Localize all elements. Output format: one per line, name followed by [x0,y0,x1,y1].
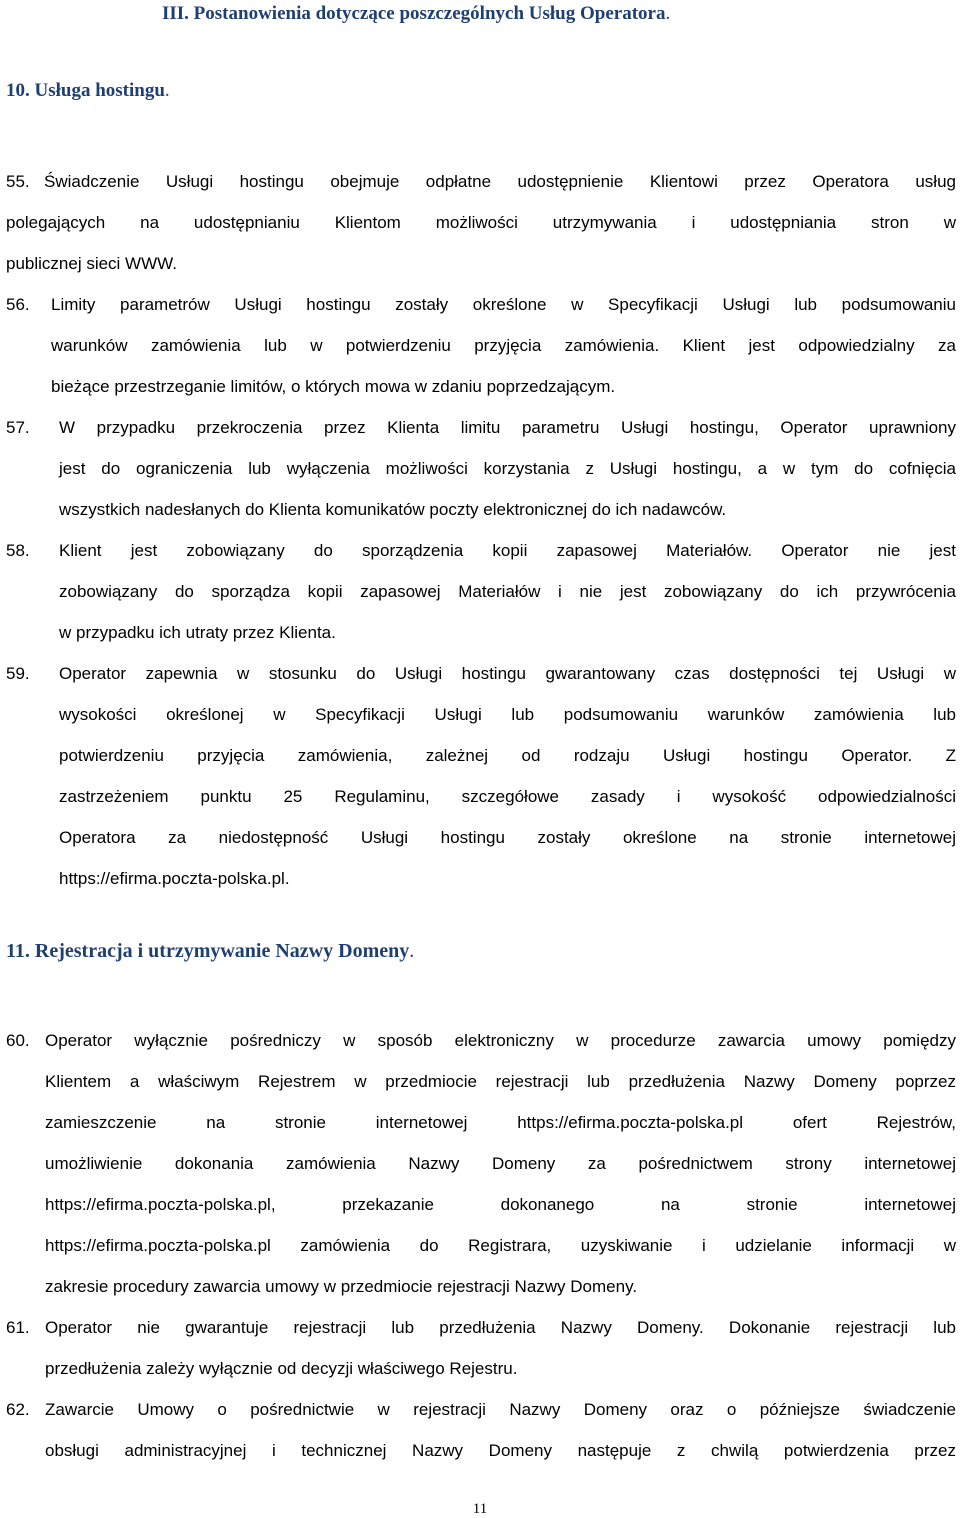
paragraph-59-line: https://efirma.poczta-polska.pl. [59,869,290,888]
paragraph-59-line: Operator zapewnia w stosunku do Usługi hostingu gwarantowany czas dostępności tej Usługi w [59,664,956,683]
paragraph-61-text [45,1307,956,1389]
paragraph-60-number: 60. [6,1031,30,1050]
paragraph-58-line: w przypadku ich utraty przez Klienta. [59,623,336,642]
paragraph-57-line: jest do ograniczenia lub wyłączenia możliwości korzystania z Usługi hostingu, a w tym do cofnięcia [59,459,956,478]
paragraph-59-text [59,653,956,899]
paragraph-59-number: 59. [6,664,30,683]
page-number: 11 [472,1501,488,1517]
paragraph-58-line: zobowiązany do sporządza kopii zapasowej Materiałów i nie jest zobowiązany do ich przywrócenia [59,582,956,601]
paragraph-62-line: obsługi administracyjnej i technicznej Nazwy Domeny następuje z chwilą potwierdzenia przez [45,1441,956,1460]
paragraph-56-text [51,284,956,407]
paragraph-57-line: W przypadku przekroczenia przez Klienta limitu parametru Usługi hostingu, Operator uprawniony [59,418,956,437]
paragraph-55 [6,161,956,284]
paragraph-60-line: zakresie procedury zawarcia umowy w przedmiocie rejestracji Nazwy Domeny. [45,1277,638,1296]
paragraph-58-number: 58. [6,541,30,560]
paragraph-60-text [45,1020,956,1307]
paragraph-55-line: Świadczenie Usługi hostingu obejmuje odpłatne udostępnienie Klientowi przez Operatora usług [44,172,956,191]
paragraph-56 [6,284,956,407]
paragraph-56-line: warunków zamówienia lub w potwierdzeniu przyjęcia zamówienia. Klient jest odpowiedzialny za [51,336,956,355]
paragraph-56-line: bieżące przestrzeganie limitów, o których mowa w zdaniu poprzedzającym. [51,377,616,396]
paragraph-57-text [59,407,956,530]
paragraph-55-number: 55. [6,172,30,191]
paragraph-58-line: Klient jest zobowiązany do sporządzenia kopii zapasowej Materiałów. Operator nie jest [59,541,956,560]
paragraph-61 [6,1307,956,1389]
paragraph-62 [6,1389,956,1471]
paragraph-59-line: zastrzeżeniem punktu 25 Regulaminu, szczegółowe zasady i wysokość odpowiedzialności [59,787,956,806]
paragraph-60 [6,1020,956,1307]
paragraph-58-text [59,530,956,653]
section-heading-11-dot: . [409,940,415,962]
section-heading-11-title: 11. Rejestracja i utrzymywanie Nazwy Domeny [6,940,410,962]
paragraph-56-number: 56. [6,295,30,314]
section-heading-11 [6,939,414,963]
paragraph-59-line: Operatora za niedostępność Usługi hostingu zostały określone na stronie internetowej [59,828,956,847]
paragraph-60-line: Operator wyłącznie pośredniczy w sposób elektroniczny w procedurze zawarcia umowy pomiędzy [45,1031,956,1050]
paragraph-57-line: wszystkich nadesłanych do Klienta komunikatów poczty elektronicznej do ich nadawców. [59,500,727,519]
paragraph-61-number: 61. [6,1318,30,1337]
section-heading-10-title: 10. Usługa hostingu [6,80,165,101]
paragraph-56-line: Limity parametrów Usługi hostingu zostały określone w Specyfikacji Usługi lub podsumowaniu [51,295,956,314]
paragraph-57 [6,407,956,530]
paragraph-55-line: publicznej sieci WWW. [6,254,177,273]
section-heading-iii [162,2,670,26]
paragraph-57-number: 57. [6,418,30,437]
paragraph-60-line: https://efirma.poczta-polska.pl, przekazanie dokonanego na stronie internetowej [45,1195,956,1214]
paragraph-62-number: 62. [6,1400,30,1419]
paragraph-55-line: polegających na udostępnianiu Klientom możliwości utrzymywania i udostępniania stron w [6,213,956,232]
paragraph-59-line: wysokości określonej w Specyfikacji Usługi lub podsumowaniu warunków zamówienia lub [59,705,956,724]
section-heading-10-dot: . [164,80,170,101]
paragraph-59-line: potwierdzeniu przyjęcia zamówienia, zależnej od rodzaju Usługi hostingu Operator. Z [59,746,956,765]
paragraph-62-line: Zawarcie Umowy o pośrednictwie w rejestracji Nazwy Domeny oraz o późniejsze świadczenie [45,1400,956,1419]
paragraph-60-line: zamieszczenie na stronie internetowej https://efirma.poczta-polska.pl ofert Rejestrów, [45,1113,956,1132]
paragraph-59 [6,653,956,899]
paragraph-58 [6,530,956,653]
paragraph-62-text [45,1389,956,1471]
paragraph-60-line: https://efirma.poczta-polska.pl zamówienia do Registrara, uzyskiwanie i udzielanie informacji w [45,1236,956,1255]
paragraph-60-line: Klientem a właściwym Rejestrem w przedmiocie rejestracji lub przedłużenia Nazwy Domeny poprzez [45,1072,956,1091]
section-heading-10 [6,79,170,103]
paragraph-61-line: przedłużenia zależy wyłącznie od decyzji właściwego Rejestru. [45,1359,518,1378]
section-heading-iii-title: III. Postanowienia dotyczące poszczególnych Usług Operatora [162,3,666,24]
paragraph-61-line: Operator nie gwarantuje rejestracji lub przedłużenia Nazwy Domeny. Dokonanie rejestracji lub [45,1318,956,1337]
section-heading-iii-dot: . [665,3,671,24]
paragraph-60-line: umożliwienie dokonania zamówienia Nazwy Domeny za pośrednictwem strony internetowej [45,1154,956,1173]
